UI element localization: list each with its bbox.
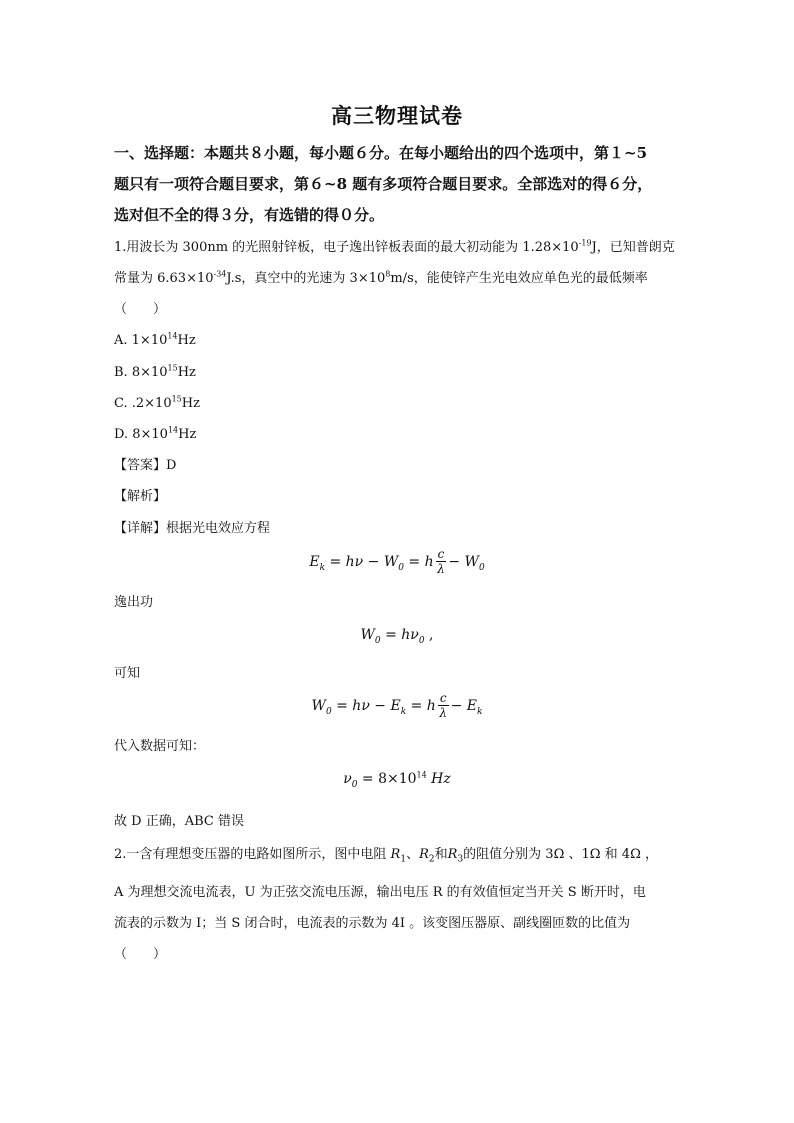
q1-conclusion: 故 D 正确，ABC 错误 xyxy=(114,814,244,829)
q1-option-b[interactable]: B. $8\times 10^{15}Hz$ xyxy=(114,363,196,380)
q1-stem-line-1: 1.用波长为 300nm 的光照射锌板，电子逸出锌板表面的最大初动能为 $1.28\times 10^{-19}J$，已知普朗克 xyxy=(114,238,675,255)
q1-know-label: 可知 xyxy=(114,666,141,681)
q1-substitute-label: 代入数据可知： xyxy=(114,739,206,754)
page-title: 高三物理试卷 xyxy=(331,103,463,128)
section-instruction-line-1: 一、选择题：本题共８小题，每小题６分。在每小题给出的四个选项中，第１~5 xyxy=(114,144,648,162)
equation-photoelectric: $E_k = h\nu - W_0 = h$ $\frac{c}{\lambda}$ − $W_0$ xyxy=(309,547,485,576)
q1-option-d[interactable]: D. $8\times 10^{14}Hz$ xyxy=(114,425,197,442)
section-instruction-line-3: 选对但不全的得３分，有选错的得０分。 xyxy=(114,206,385,224)
q2-paren: （ ） xyxy=(114,947,167,962)
q1-paren: （ ） xyxy=(114,302,167,317)
q1-work-function-label: 逸出功 xyxy=(114,595,154,610)
q1-answer xyxy=(114,457,176,475)
equation-work-derived: $W_0 = h\nu - E_k = h$ $\frac{c}{\lambda}$ − $E_k$ xyxy=(311,691,483,720)
q1-option-a[interactable]: A. $1\times 10^{14}Hz$ xyxy=(114,331,196,348)
section-instruction-line-2: 题只有一项符合题目要求，第６~8 题有多项符合题目要求。全部选对的得６分， xyxy=(114,175,653,193)
equation-work-function: $W_0 = h\nu_0$ , xyxy=(360,627,434,646)
q2-stem-line-1: 2.一含有理想变压器的电路如图所示，图中电阻 $R_1$、$R_2$和$R_3$的阻值分别为 3Ω 、1Ω 和 4Ω ， xyxy=(114,847,658,865)
q1-analysis-label: 【解析】 xyxy=(114,489,167,504)
q1-option-c[interactable]: C. $.2\times 10^{15}Hz$ xyxy=(114,394,200,411)
q1-detail: 【详解】根据光电效应方程 xyxy=(114,521,271,536)
answer-value: D xyxy=(166,458,177,473)
q2-stem-line-2: A 为理想交流电流表，U 为正弦交流电压源，输出电压 R 的有效值恒定当开关 S 断开时，电 xyxy=(114,885,646,900)
answer-label: 【答案】 xyxy=(114,458,167,473)
equation-result: $\nu_0 = 8\times 10^{14}$ Hz xyxy=(343,770,451,790)
q1-stem-line-2: 常量为 $6.63\times 10^{-34}J.s$，真空中的光速为 $3\times 10^8m/s$，能使锌产生光电效应单色光的最低频率 xyxy=(114,269,648,286)
q2-stem-line-3: 流表的示数为 I；当 S 闭合时，电流表的示数为 4I 。该变图压器原、副线圈匝数的比值为 xyxy=(114,916,631,931)
